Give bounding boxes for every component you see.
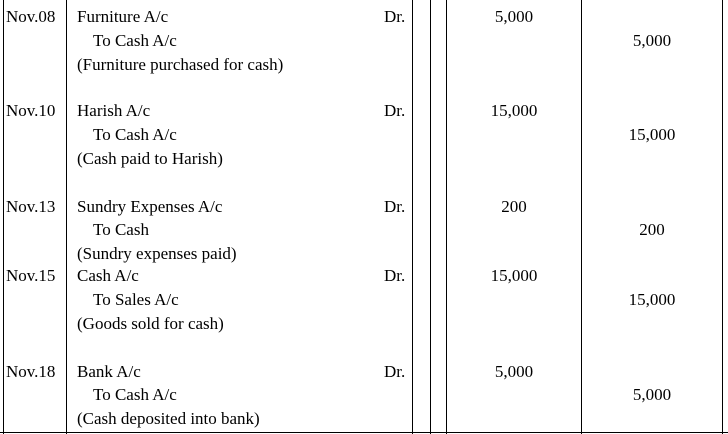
entry-date: Nov.08 <box>6 7 56 26</box>
credit-amount: 5,000 <box>632 31 672 50</box>
column-border <box>581 0 582 434</box>
column-border <box>3 0 4 434</box>
column-border <box>722 0 723 434</box>
narration: (Sundry expenses paid) <box>77 244 237 263</box>
debit-account: Sundry Expenses A/c <box>77 197 223 216</box>
dr-marker: Dr. <box>384 101 406 120</box>
debit-amount: 200 <box>501 197 527 216</box>
entry-date: Nov.15 <box>6 266 56 285</box>
debit-account: Bank A/c <box>77 362 141 381</box>
credit-account: To Cash A/c <box>93 385 177 404</box>
debit-account: Furniture A/c <box>77 7 169 26</box>
entry-date: Nov.18 <box>6 362 56 381</box>
entry-date: Nov.13 <box>6 197 56 216</box>
column-border <box>430 0 431 434</box>
dr-marker: Dr. <box>384 197 406 216</box>
dr-marker: Dr. <box>384 266 406 285</box>
column-border <box>66 0 67 434</box>
credit-amount: 5,000 <box>632 385 672 404</box>
dr-marker: Dr. <box>384 7 406 26</box>
narration: (Cash deposited into bank) <box>77 409 260 428</box>
debit-account: Cash A/c <box>77 266 139 285</box>
credit-amount: 15,000 <box>628 125 676 144</box>
credit-account: To Cash A/c <box>93 31 177 50</box>
credit-account: To Cash A/c <box>93 125 177 144</box>
credit-amount: 200 <box>639 220 665 239</box>
debit-amount: 15,000 <box>490 266 538 285</box>
credit-amount: 15,000 <box>628 290 676 309</box>
bottom-border <box>0 432 728 433</box>
credit-account: To Cash <box>93 220 149 239</box>
debit-amount: 15,000 <box>490 101 538 120</box>
narration: (Cash paid to Harish) <box>77 149 223 168</box>
debit-amount: 5,000 <box>494 362 534 381</box>
dr-marker: Dr. <box>384 362 406 381</box>
debit-account: Harish A/c <box>77 101 151 120</box>
entry-date: Nov.10 <box>6 101 56 120</box>
narration: (Goods sold for cash) <box>77 314 224 333</box>
debit-amount: 5,000 <box>494 7 534 26</box>
narration: (Furniture purchased for cash) <box>77 55 284 74</box>
credit-account: To Sales A/c <box>93 290 179 309</box>
column-border <box>412 0 413 434</box>
